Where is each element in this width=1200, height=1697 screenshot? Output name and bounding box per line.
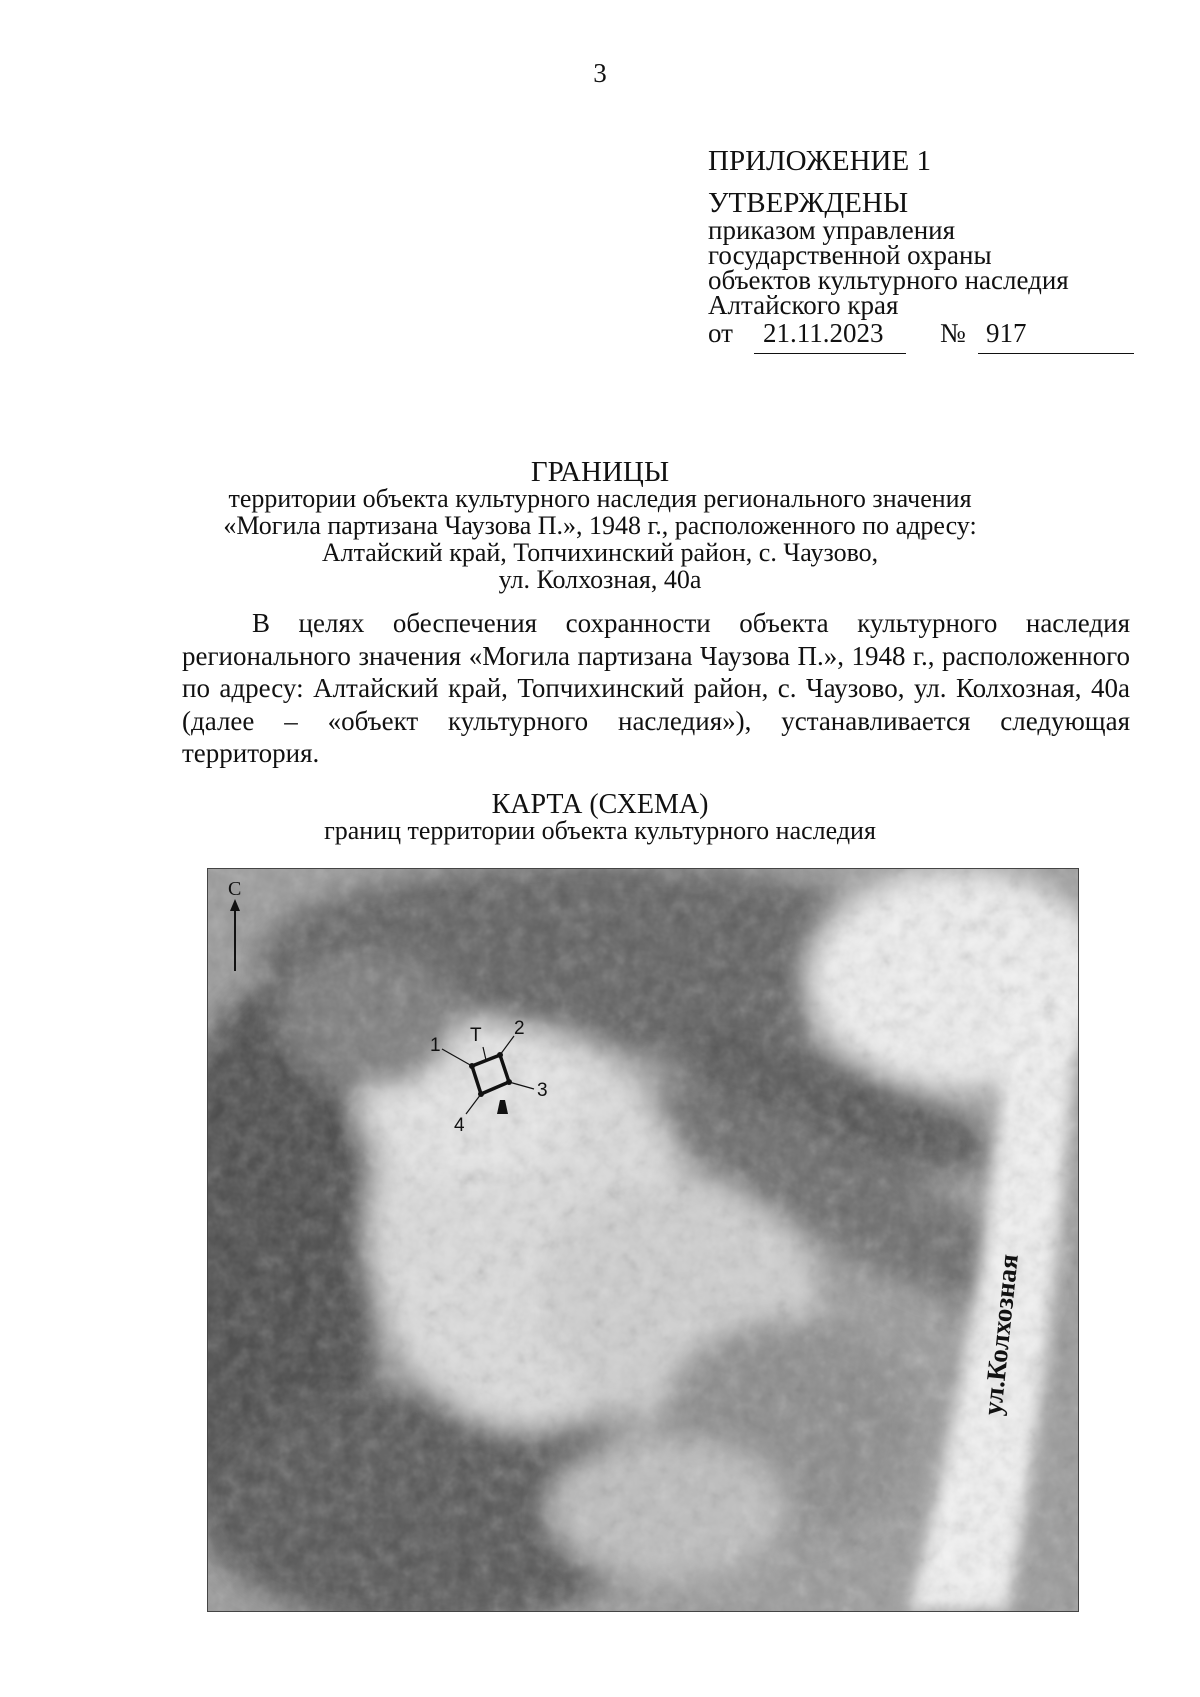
date-label: от xyxy=(708,318,733,348)
aerial-map xyxy=(207,868,1079,1612)
approval-line: приказом управления xyxy=(708,215,956,245)
approval-number: 917 xyxy=(986,318,1027,348)
subtitle-line: Алтайский край, Топчихинский район, с. Чаузово, xyxy=(321,538,879,567)
document-title: ГРАНИЦЫ xyxy=(530,456,670,488)
date-underline xyxy=(754,353,906,354)
point-label-4: 4 xyxy=(454,1115,465,1136)
aerial-map-image xyxy=(208,869,1078,1611)
body-paragraph: В целях обеспечения сохранности объекта культурного наследия регионального значения «Могила партизана Чаузова П.», 1948 г., расположенного по адресу: Алтайский край, Топчихинский район, с. Чаузово, ул. Колхозная, 40а (далее – «объект культурного наследия»), устанавливается следующая территория. xyxy=(182,608,1130,768)
approval-block xyxy=(708,188,1069,318)
document-subtitle xyxy=(0,485,1200,593)
point-label-1: 1 xyxy=(430,1035,441,1056)
number-underline xyxy=(978,353,1134,354)
approval-date: 21.11.2023 xyxy=(763,318,884,348)
map-subtitle: границ территории объекта культурного наследия xyxy=(324,816,876,845)
point-label-2: 2 xyxy=(514,1018,525,1039)
street-label: ул.Колхозная xyxy=(977,1252,1024,1417)
approval-line: объектов культурного наследия xyxy=(708,265,1069,295)
approval-line: государственной охраны xyxy=(708,240,992,270)
appendix-label: ПРИЛОЖЕНИЕ 1 xyxy=(708,145,931,177)
territory-label: Т xyxy=(470,1025,482,1046)
number-label: № xyxy=(940,318,966,348)
subtitle-line: территории объекта культурного наследия регионального значения xyxy=(228,484,972,513)
north-label: С xyxy=(228,878,242,900)
point-label-3: 3 xyxy=(537,1080,548,1101)
map-title: КАРТА (СХЕМА) xyxy=(491,789,709,820)
approval-title: УТВЕРЖДЕНЫ xyxy=(708,187,909,219)
subtitle-line: «Могила партизана Чаузова П.», 1948 г., расположенного по адресу: xyxy=(223,511,977,540)
subtitle-line: ул. Колхозная, 40а xyxy=(498,565,702,594)
approval-line: Алтайского края xyxy=(708,290,899,320)
map-grain xyxy=(208,869,1078,1611)
page-number: 3 xyxy=(593,58,607,88)
